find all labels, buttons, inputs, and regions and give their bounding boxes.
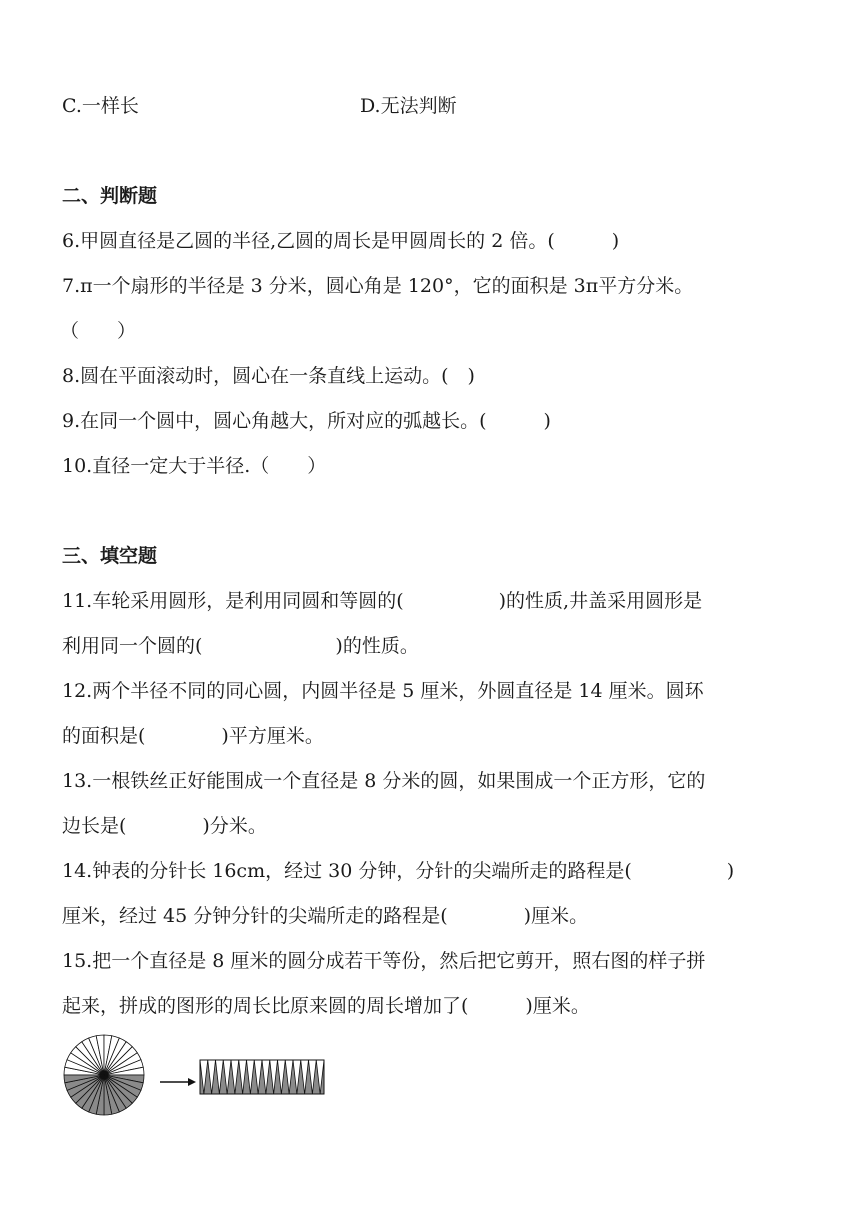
question-8: 8.圆在平面滚动时，圆心在一条直线上运动。( ) bbox=[62, 365, 475, 387]
question-11-line1: 11.车轮采用圆形，是利用同圆和等圆的( )的性质,井盖采用圆形是 bbox=[62, 590, 703, 612]
section2-title: 二、判断题 bbox=[62, 185, 158, 207]
question-12-line2: 的面积是( )平方厘米。 bbox=[62, 725, 324, 747]
circle-to-rectangle-figure bbox=[62, 1032, 332, 1122]
question-7-line1: 7.π一个扇形的半径是 3 分米，圆心角是 120°，它的面积是 3π平方分米。 bbox=[62, 275, 694, 297]
question-15-line1: 15.把一个直径是 8 厘米的圆分成若干等份，然后把它剪开，照右图的样子拼 bbox=[62, 950, 706, 972]
question-7-line2: （ ） bbox=[60, 320, 137, 342]
question-14-line2: 厘米，经过 45 分钟分针的尖端所走的路程是( )厘米。 bbox=[62, 905, 589, 927]
divided-circle bbox=[64, 1035, 144, 1115]
question-6: 6.甲圆直径是乙圆的半径,乙圆的周长是甲圆周长的 2 倍。( ) bbox=[62, 230, 620, 252]
question-13-line1: 13.一根铁丝正好能围成一个直径是 8 分米的圆，如果围成一个正方形，它的 bbox=[62, 770, 706, 792]
question-11-line2: 利用同一个圆的( )的性质。 bbox=[62, 635, 419, 657]
question-9: 9.在同一个圆中，圆心角越大，所对应的弧越长。( ) bbox=[62, 410, 551, 432]
option-d: D.无法判断 bbox=[360, 95, 457, 117]
question-13-line2: 边长是( )分米。 bbox=[62, 815, 267, 837]
question-14-line1: 14.钟表的分针长 16cm，经过 30 分钟，分针的尖端所走的路程是( ) bbox=[62, 860, 735, 882]
question-10: 10.直径一定大于半径.（ ） bbox=[62, 455, 327, 477]
section3-title: 三、填空题 bbox=[62, 545, 158, 567]
rearranged-shape bbox=[200, 1060, 324, 1094]
question-15-line2: 起来，拼成的图形的周长比原来圆的周长增加了( )厘米。 bbox=[62, 995, 590, 1017]
option-c: C.一样长 bbox=[62, 95, 139, 117]
question-12-line1: 12.两个半径不同的同心圆，内圆半径是 5 厘米，外圆直径是 14 厘米。圆环 bbox=[62, 680, 704, 702]
arrow-icon bbox=[160, 1078, 196, 1086]
